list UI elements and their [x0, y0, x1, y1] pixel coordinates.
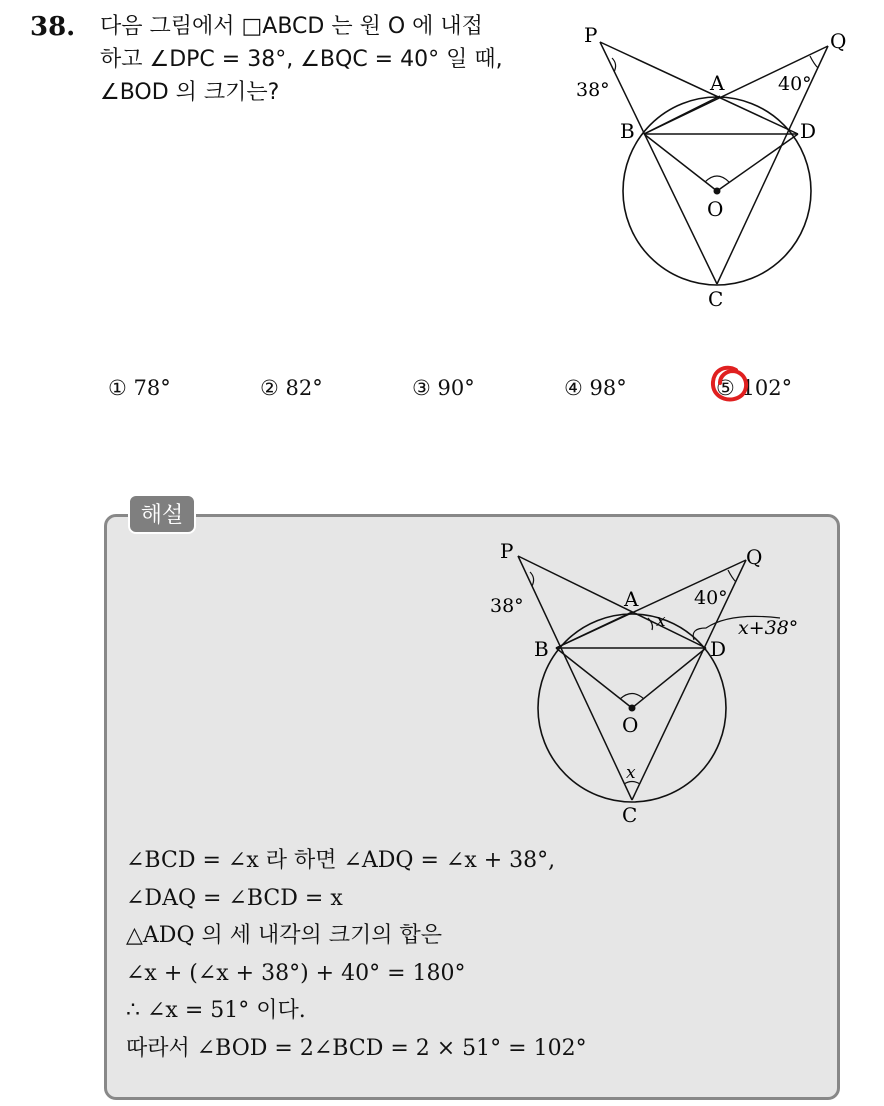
- sol-angle-label-c-x: x: [626, 763, 636, 783]
- solution-line-3: △ADQ 의 세 내각의 크기의 합은: [126, 923, 442, 948]
- angle-arc-o: [705, 176, 729, 182]
- question-number: 38.: [30, 12, 76, 42]
- sol-label-d: D: [710, 637, 727, 661]
- sol-line-p-c: [518, 556, 632, 800]
- sol-angle-arc-q: [728, 570, 736, 582]
- angle-arc-q: [810, 56, 818, 68]
- choice-5-value: 102°: [741, 376, 793, 400]
- choice-2-number: ②: [260, 376, 279, 400]
- answer-choices: [108, 376, 848, 416]
- sol-label-q: Q: [746, 545, 763, 569]
- label-a: A: [710, 71, 725, 95]
- sol-line-q-c: [632, 560, 746, 800]
- sol-label-a: A: [624, 587, 639, 611]
- line-b-a: [644, 96, 720, 134]
- label-b: B: [620, 119, 635, 143]
- sol-label-c: C: [622, 803, 638, 827]
- line-p-c: [600, 42, 717, 284]
- label-p: P: [584, 23, 598, 47]
- label-d: D: [800, 119, 817, 143]
- question-line-2: 하고 ∠DPC = 38°, ∠BQC = 40° 일 때,: [100, 47, 503, 72]
- label-q: Q: [830, 29, 847, 53]
- label-o: O: [707, 197, 724, 221]
- question-line-1: 다음 그림에서 □ABCD 는 원 O 에 내접: [100, 14, 483, 39]
- choice-3-value: 90°: [437, 376, 475, 400]
- choice-1-value: 78°: [133, 376, 171, 400]
- solution-line-2: ∠DAQ = ∠BCD = x: [126, 885, 343, 911]
- line-d-o: [717, 134, 798, 191]
- line-b-o: [644, 134, 717, 191]
- question-line-3: ∠BOD 의 크기는?: [100, 80, 280, 105]
- choice-2-value: 82°: [285, 376, 323, 400]
- choice-4-value: 98°: [589, 376, 627, 400]
- solution-line-5: ∴ ∠x = 51° 이다.: [126, 998, 306, 1023]
- angle-label-q: 40°: [778, 73, 812, 95]
- solution-line-4: ∠x + (∠x + 38°) + 40° = 180°: [126, 960, 466, 986]
- choice-1-number: ①: [108, 376, 127, 400]
- label-c: C: [708, 287, 724, 311]
- solution-line-1: ∠BCD = ∠x 라 하면 ∠ADQ = ∠x + 38°,: [126, 848, 556, 873]
- selected-answer-mark-icon: [706, 362, 754, 408]
- sol-line-d-o: [632, 648, 706, 708]
- solution-label: 해설: [128, 494, 196, 534]
- question-text: [100, 10, 560, 109]
- question-figure: [560, 18, 860, 318]
- sol-label-b: B: [534, 637, 549, 661]
- center-dot: [714, 188, 721, 195]
- sol-line-b-a: [556, 612, 632, 648]
- solution-figure: [480, 532, 830, 832]
- sol-label-p: P: [500, 539, 514, 563]
- solution-text: [126, 842, 826, 1067]
- choice-4[interactable]: [564, 376, 627, 400]
- sol-angle-label-q: 40°: [694, 587, 728, 609]
- choice-3[interactable]: [412, 376, 475, 400]
- sol-center-dot: [629, 705, 636, 712]
- choice-1[interactable]: [108, 376, 171, 400]
- choice-5-number: ⑤: [716, 376, 735, 400]
- sol-angle-arc-o: [620, 694, 644, 700]
- solution-line-6: 따라서 ∠BOD = 2∠BCD = 2 × 51° = 102°: [126, 1035, 587, 1061]
- angle-label-p: 38°: [576, 79, 610, 101]
- choice-5[interactable]: [716, 376, 792, 400]
- sol-angle-label-p: 38°: [490, 595, 524, 617]
- choice-2[interactable]: [260, 376, 323, 400]
- choice-3-number: ③: [412, 376, 431, 400]
- choice-4-number: ④: [564, 376, 583, 400]
- sol-angle-label-d: x+38°: [738, 617, 799, 639]
- sol-angle-label-a-x: x: [656, 611, 666, 631]
- sol-label-o: O: [622, 713, 639, 737]
- sol-line-p-d: [518, 556, 706, 648]
